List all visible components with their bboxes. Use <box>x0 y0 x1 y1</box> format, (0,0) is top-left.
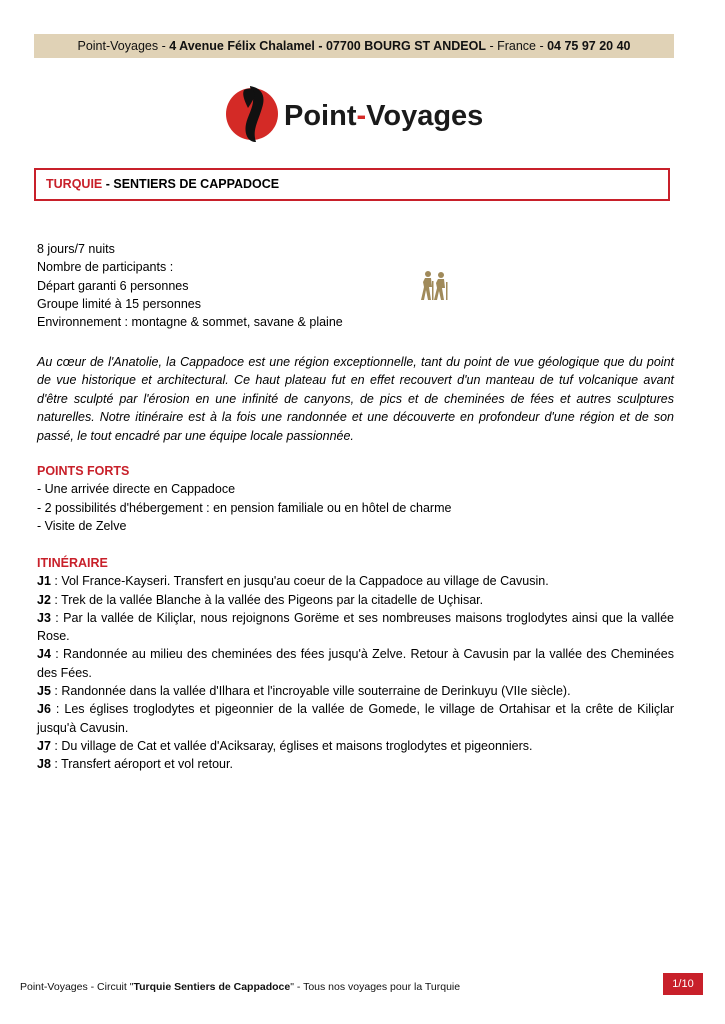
day-text: : Randonnée au milieu des cheminées des fées jusqu'à Zelve. Retour à Cavusin par la vallée des Cheminées des Fées. <box>37 647 674 680</box>
day-text: : Par la vallée de Kiliçlar, nous rejoignons Gorëme et ses nombreuses maisons troglodytes ainsi que la vallée Rose. <box>37 610 674 644</box>
trip-title <box>34 168 670 201</box>
itinerary-day <box>37 609 674 646</box>
fact-group-limit: Groupe limité à 15 personnes <box>37 296 201 311</box>
fact-duration: 8 jours/7 nuits <box>37 242 115 256</box>
itinerary-day <box>37 591 674 609</box>
itinerary-day <box>37 682 674 700</box>
day-code: J5 <box>37 684 51 699</box>
day-text: : Trek de la vallée Blanche à la vallée des Pigeons par la citadelle de Uçhisar. <box>50 592 484 607</box>
day-code: J2 <box>37 592 51 607</box>
footer: Point-Voyages - Circuit "Turquie Sentiers de Cappadoce" - Tous nos voyages pour la Turquie <box>20 981 461 993</box>
header-address-bar: Point-Voyages - 4 Avenue Félix Chalamel - 07700 BOURG ST ANDEOL - France - 04 75 97 20 40 <box>34 34 674 58</box>
header-country: France <box>497 39 536 53</box>
footer-link-text[interactable]: " - Tous nos voyages pour la Turquie <box>290 981 461 993</box>
point-voyages-logo <box>222 78 484 148</box>
day-code: J3 <box>37 610 51 625</box>
day-code: J1 <box>37 574 51 589</box>
page-number-badge: 1/10 <box>663 973 703 995</box>
intro-paragraph: Au cœur de l'Anatolie, la Cappadoce est une région exceptionnelle, tant du point de vue géologique que du point de vue historique et architectural. Ce haut plateau fut en effet recouvert d'un manteau de tuf volcanique avant d'être sculpté par l'érosion en une infinité de canyons, de pics et de cheminées de fées et autres sculptures naturelles. Notre itinéraire est à la fois une randonnée et une découverte en profondeur d'une région et de son passé, le tout encadré par une équipe locale passionnée. <box>37 355 674 443</box>
points-forts-title: POINTS FORTS <box>37 464 130 478</box>
header-address: 4 Avenue Félix Chalamel - 07700 BOURG ST ANDEOL <box>169 39 486 53</box>
trip-facts <box>37 240 343 331</box>
day-text: : Randonnée dans la vallée d'Ilhara et l'incroyable ville souterraine de Derinkuyu (VIIe siècle). <box>50 684 571 699</box>
day-text: : Les églises troglodytes et pigeonnier de la vallée de Gomede, le village de Ortahisar et la crête de Kiliçlar jusqu'à Cavusin. <box>37 702 674 735</box>
list-item: - Une arrivée directe en Cappadoce <box>37 482 236 497</box>
day-text: : Transfert aéroport et vol retour. <box>50 757 233 772</box>
fact-participants: Nombre de participants : <box>37 260 174 275</box>
day-code: J4 <box>37 647 51 662</box>
header-phone: 04 75 97 20 40 <box>547 39 631 53</box>
trip-country: TURQUIE <box>46 177 103 191</box>
day-text: : Vol France-Kayseri. Transfert en jusqu'au coeur de la Cappadoce au village de Cavusin. <box>50 574 549 589</box>
day-code: J7 <box>37 738 51 753</box>
fact-departure: Départ garanti 6 personnes <box>37 278 189 293</box>
itineraire-section <box>37 554 674 774</box>
list-item: - 2 possibilités d'hébergement : en pension familiale ou en hôtel de charme <box>37 500 452 515</box>
itinerary-day <box>37 755 674 773</box>
svg-text:Point-Voyages: Point-Voyages <box>284 100 484 132</box>
day-code: J8 <box>37 757 51 772</box>
list-item: - Visite de Zelve <box>37 518 127 533</box>
header-brand: Point-Voyages <box>77 39 159 53</box>
itinerary-day <box>37 572 674 590</box>
itineraire-title: ITINÉRAIRE <box>37 556 108 570</box>
itinerary-day <box>37 645 674 682</box>
day-code: J6 <box>37 702 51 717</box>
day-text: : Du village de Cat et vallée d'Aciksaray, églises et maisons troglodytes et pigeonniers. <box>50 738 533 753</box>
itinerary-day <box>37 700 674 737</box>
hiking-icon <box>419 270 453 302</box>
footer-circuit-name: Turquie Sentiers de Cappadoce <box>133 981 291 993</box>
points-forts-section <box>37 462 674 535</box>
fact-environment: Environnement : montagne & sommet, savane & plaine <box>37 315 343 330</box>
itinerary-day <box>37 737 674 755</box>
trip-name: - SENTIERS DE CAPPADOCE <box>102 177 280 191</box>
